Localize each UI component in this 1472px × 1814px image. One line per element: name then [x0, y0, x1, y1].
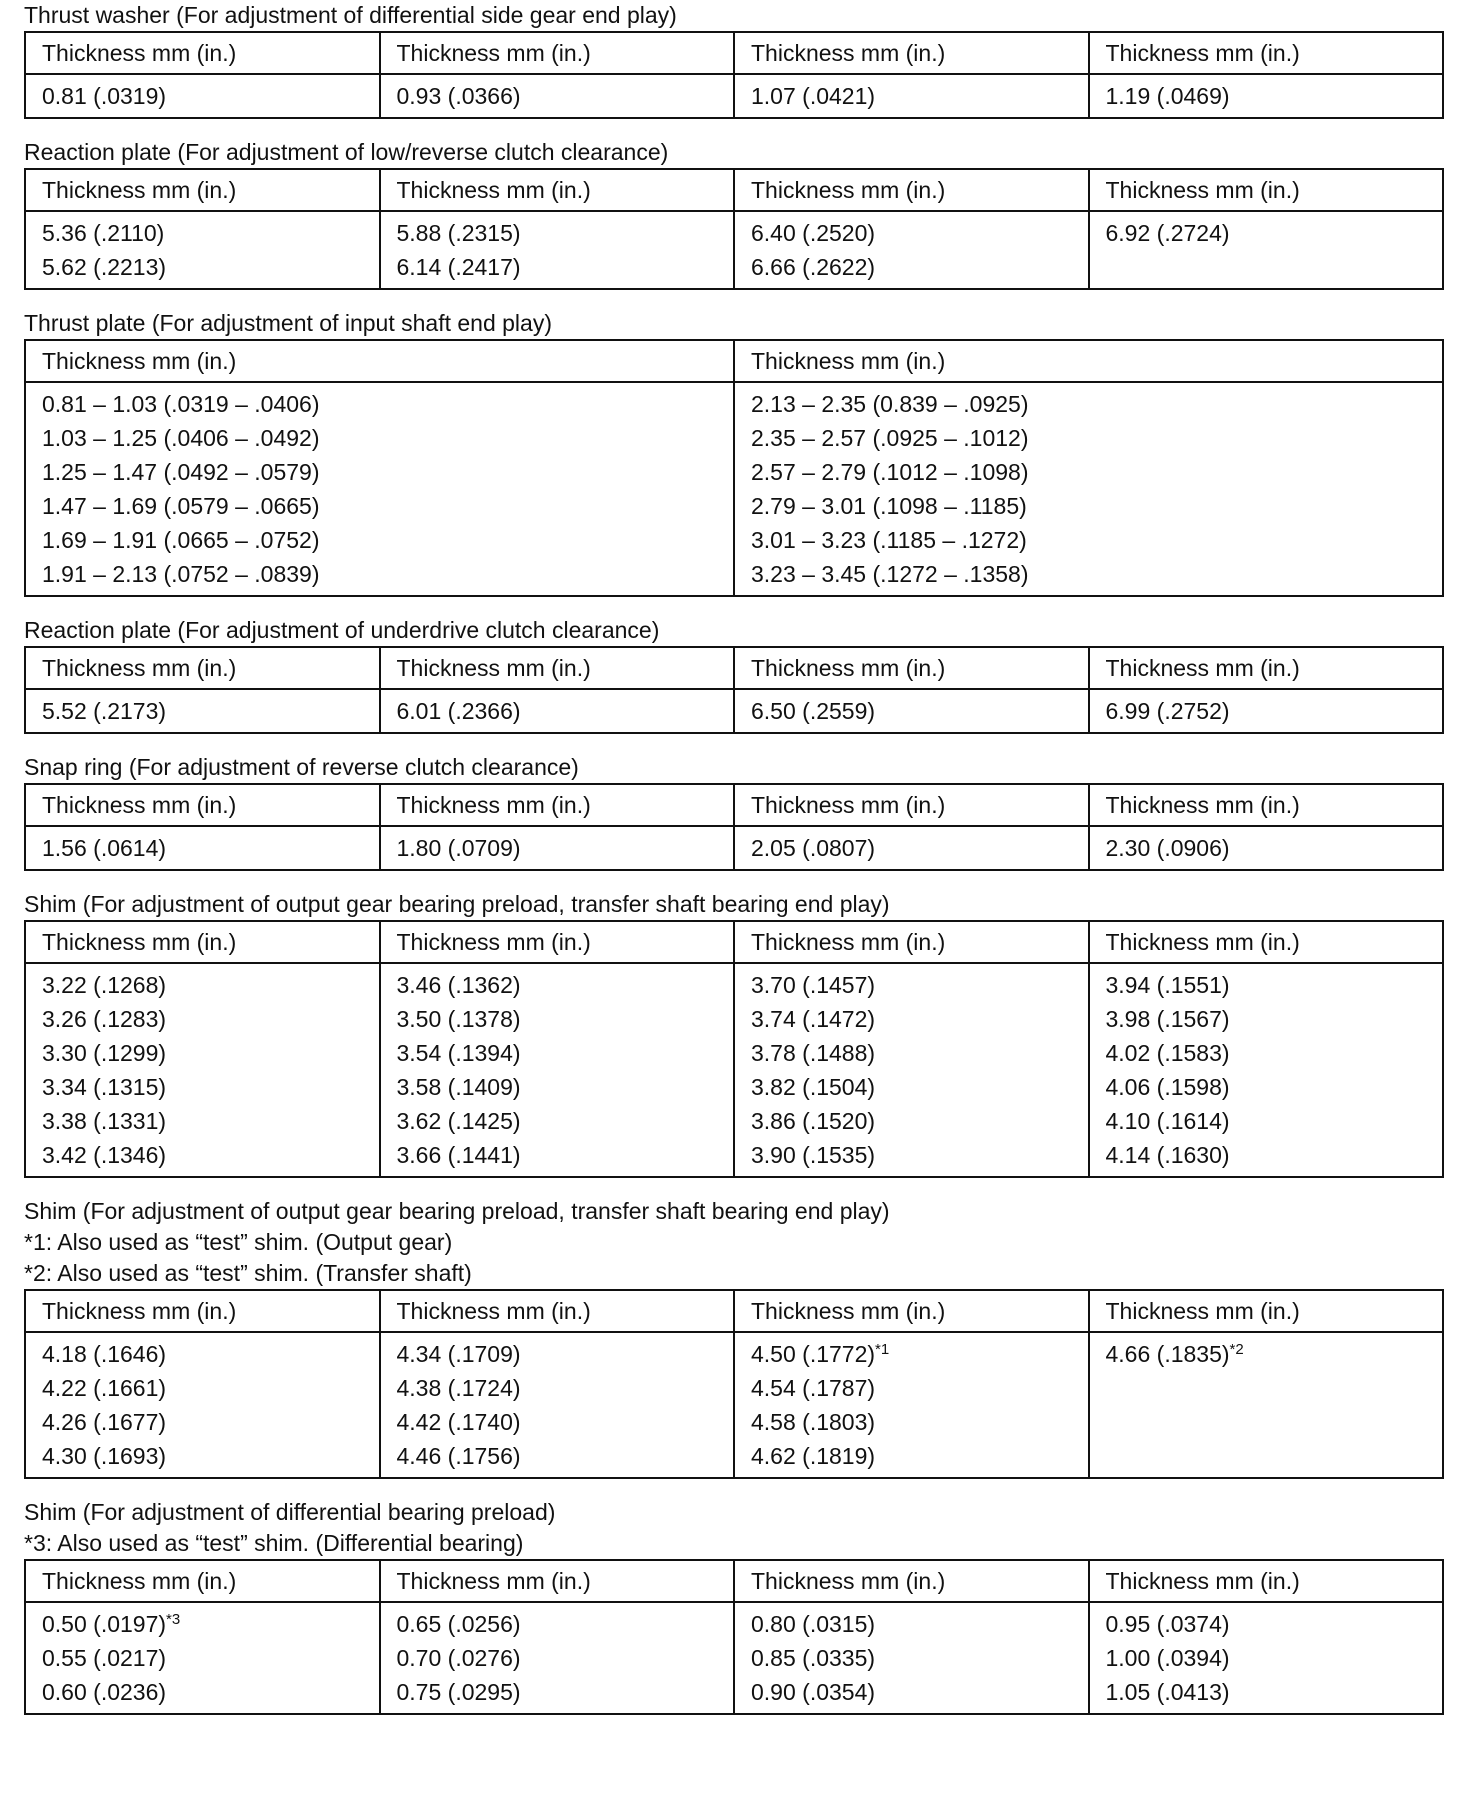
- table-cell: [1089, 1602, 1444, 1714]
- footnote: *3: Also used as “test” shim. (Differential bearing): [24, 1530, 524, 1556]
- section-title: Reaction plate (For adjustment of low/reverse clutch clearance): [24, 139, 669, 165]
- spec-section: [24, 0, 1444, 119]
- thickness-value: 6.99 (.2752): [1105, 698, 1230, 724]
- table-row: [25, 382, 1443, 596]
- thickness-value: 3.46 (.1362): [396, 972, 521, 998]
- thickness-value: 3.98 (.1567): [1105, 1006, 1230, 1032]
- spec-section: [24, 752, 1444, 871]
- thickness-value: 0.80 (.0315): [751, 1611, 876, 1637]
- thickness-value: 4.02 (.1583): [1105, 1040, 1230, 1066]
- thickness-value: 4.58 (.1803): [751, 1409, 876, 1435]
- thickness-value: 3.94 (.1551): [1105, 972, 1230, 998]
- column-header: Thickness mm (in.): [380, 647, 735, 689]
- thickness-value: 0.60 (.0236): [42, 1679, 167, 1705]
- section-title: Shim (For adjustment of differential bearing preload): [24, 1499, 556, 1525]
- thickness-value: 3.82 (.1504): [751, 1074, 876, 1100]
- thickness-value: 6.14 (.2417): [396, 254, 521, 280]
- table-row: [25, 689, 1443, 733]
- thickness-value: 2.13 – 2.35 (0.839 – .0925): [751, 391, 1029, 417]
- table-cell: [1089, 74, 1444, 118]
- spec-section: [24, 1497, 1444, 1715]
- header-row: [25, 1290, 1443, 1332]
- value-text: 0.50 (.0197): [42, 1611, 167, 1637]
- column-header: Thickness mm (in.): [1089, 169, 1444, 211]
- header-row: [25, 921, 1443, 963]
- spec-table: [24, 1559, 1444, 1715]
- thickness-value: 2.05 (.0807): [751, 835, 876, 861]
- thickness-value: 3.42 (.1346): [42, 1142, 167, 1168]
- thickness-value: [1106, 1337, 1443, 1371]
- thickness-value: 4.42 (.1740): [396, 1409, 521, 1435]
- thickness-value: 1.07 (.0421): [751, 83, 876, 109]
- header-row: [25, 784, 1443, 826]
- column-header: Thickness mm (in.): [734, 921, 1089, 963]
- thickness-value: 0.85 (.0335): [751, 1645, 876, 1671]
- table-row: [25, 211, 1443, 289]
- thickness-value: 0.65 (.0256): [396, 1611, 521, 1637]
- table-row: [25, 74, 1443, 118]
- table-cell: [380, 211, 735, 289]
- table-cell: [380, 963, 735, 1177]
- thickness-value: 1.91 – 2.13 (.0752 – .0839): [42, 561, 320, 587]
- thickness-value: 6.40 (.2520): [751, 220, 876, 246]
- column-header: Thickness mm (in.): [380, 921, 735, 963]
- column-header: Thickness mm (in.): [25, 169, 380, 211]
- thickness-value: 3.26 (.1283): [42, 1006, 167, 1032]
- table-cell: [1089, 826, 1444, 870]
- table-cell: [1089, 963, 1444, 1177]
- thickness-value: 4.62 (.1819): [751, 1443, 876, 1469]
- table-row: [25, 963, 1443, 1177]
- thickness-value: 3.74 (.1472): [751, 1006, 876, 1032]
- thickness-value: 0.81 – 1.03 (.0319 – .0406): [42, 391, 320, 417]
- spec-document: [24, 0, 1444, 1733]
- spec-table: [24, 783, 1444, 871]
- column-header: Thickness mm (in.): [734, 1290, 1089, 1332]
- thickness-value: 0.55 (.0217): [42, 1645, 167, 1671]
- thickness-value: 1.03 – 1.25 (.0406 – .0492): [42, 425, 320, 451]
- column-header: Thickness mm (in.): [1089, 784, 1444, 826]
- thickness-value: 3.22 (.1268): [42, 972, 167, 998]
- table-cell: [25, 689, 380, 733]
- thickness-value: 3.62 (.1425): [396, 1108, 521, 1134]
- thickness-value: 6.01 (.2366): [396, 698, 521, 724]
- thickness-value: 5.62 (.2213): [42, 254, 167, 280]
- column-header: Thickness mm (in.): [25, 1560, 380, 1602]
- table-cell: [1089, 689, 1444, 733]
- table-cell: [25, 1602, 380, 1714]
- thickness-value: 1.25 – 1.47 (.0492 – .0579): [42, 459, 320, 485]
- table-cell: [734, 963, 1089, 1177]
- section-title: Shim (For adjustment of output gear bearing preload, transfer shaft bearing end play): [24, 1198, 890, 1224]
- thickness-value: 3.34 (.1315): [42, 1074, 167, 1100]
- column-header: Thickness mm (in.): [380, 1290, 735, 1332]
- thickness-value: 6.92 (.2724): [1105, 220, 1230, 246]
- footnote-ref: *2: [1229, 1341, 1244, 1358]
- column-header: Thickness mm (in.): [734, 1560, 1089, 1602]
- thickness-value: 3.01 – 3.23 (.1185 – .1272): [751, 527, 1027, 553]
- thickness-value: 0.70 (.0276): [396, 1645, 521, 1671]
- thickness-value: 3.54 (.1394): [396, 1040, 521, 1066]
- table-row: [25, 1602, 1443, 1714]
- column-header: Thickness mm (in.): [1089, 32, 1444, 74]
- header-row: [25, 1560, 1443, 1602]
- footnote: *2: Also used as “test” shim. (Transfer shaft): [24, 1260, 472, 1286]
- table-cell: [25, 963, 380, 1177]
- thickness-value: 4.06 (.1598): [1105, 1074, 1230, 1100]
- thickness-value: [751, 1337, 1088, 1371]
- thickness-value: 2.57 – 2.79 (.1012 – .1098): [751, 459, 1029, 485]
- column-header: Thickness mm (in.): [25, 340, 734, 382]
- column-header: Thickness mm (in.): [734, 169, 1089, 211]
- spec-section: [24, 889, 1444, 1178]
- table-cell: [1089, 211, 1444, 289]
- spec-table: [24, 339, 1444, 597]
- thickness-value: 5.52 (.2173): [42, 698, 167, 724]
- section-title: Thrust washer (For adjustment of differential side gear end play): [24, 2, 677, 28]
- column-header: Thickness mm (in.): [734, 32, 1089, 74]
- spec-table: [24, 920, 1444, 1178]
- table-cell: [25, 826, 380, 870]
- thickness-value: 3.50 (.1378): [396, 1006, 521, 1032]
- column-header: Thickness mm (in.): [1089, 1560, 1444, 1602]
- spec-section: [24, 137, 1444, 290]
- section-title: Shim (For adjustment of output gear bearing preload, transfer shaft bearing end play): [24, 891, 890, 917]
- table-cell: [380, 1332, 735, 1478]
- thickness-value: 0.90 (.0354): [751, 1679, 876, 1705]
- footnote: *1: Also used as “test” shim. (Output gear): [24, 1229, 453, 1255]
- section-title: Thrust plate (For adjustment of input shaft end play): [24, 310, 552, 336]
- thickness-value: 3.58 (.1409): [396, 1074, 521, 1100]
- thickness-value: 1.47 – 1.69 (.0579 – .0665): [42, 493, 320, 519]
- thickness-value: 1.69 – 1.91 (.0665 – .0752): [42, 527, 320, 553]
- thickness-value: 4.18 (.1646): [42, 1341, 167, 1367]
- thickness-value: 3.70 (.1457): [751, 972, 876, 998]
- thickness-value: 1.80 (.0709): [396, 835, 521, 861]
- thickness-value: [42, 1607, 379, 1641]
- column-header: Thickness mm (in.): [380, 169, 735, 211]
- column-header: Thickness mm (in.): [1089, 647, 1444, 689]
- thickness-value: 3.90 (.1535): [751, 1142, 876, 1168]
- header-row: [25, 32, 1443, 74]
- column-header: Thickness mm (in.): [25, 1290, 380, 1332]
- thickness-value: 4.22 (.1661): [42, 1375, 167, 1401]
- column-header: Thickness mm (in.): [734, 647, 1089, 689]
- column-header: Thickness mm (in.): [25, 784, 380, 826]
- value-text: 4.50 (.1772): [751, 1341, 876, 1367]
- footnote-ref: *1: [875, 1341, 890, 1358]
- footnote-ref: *3: [166, 1611, 181, 1628]
- thickness-value: 1.05 (.0413): [1105, 1679, 1230, 1705]
- column-header: Thickness mm (in.): [25, 32, 380, 74]
- table-cell: [25, 74, 380, 118]
- section-title: Reaction plate (For adjustment of underdrive clutch clearance): [24, 617, 660, 643]
- table-cell: [734, 1602, 1089, 1714]
- thickness-value: 4.34 (.1709): [396, 1341, 521, 1367]
- column-header: Thickness mm (in.): [380, 784, 735, 826]
- column-header: Thickness mm (in.): [734, 340, 1443, 382]
- column-header: Thickness mm (in.): [380, 1560, 735, 1602]
- thickness-value: 4.30 (.1693): [42, 1443, 167, 1469]
- spec-table: [24, 31, 1444, 119]
- thickness-value: 3.38 (.1331): [42, 1108, 167, 1134]
- thickness-value: 1.00 (.0394): [1105, 1645, 1230, 1671]
- section-title: Snap ring (For adjustment of reverse clutch clearance): [24, 754, 579, 780]
- table-cell: [734, 211, 1089, 289]
- thickness-value: 1.19 (.0469): [1105, 83, 1230, 109]
- table-cell: [734, 74, 1089, 118]
- column-header: Thickness mm (in.): [734, 784, 1089, 826]
- header-row: [25, 340, 1443, 382]
- table-cell: [25, 1332, 380, 1478]
- table-cell: [380, 689, 735, 733]
- table-cell: [25, 382, 734, 596]
- thickness-value: 6.66 (.2622): [751, 254, 876, 280]
- table-cell: [734, 826, 1089, 870]
- thickness-value: 2.79 – 3.01 (.1098 – .1185): [751, 493, 1027, 519]
- thickness-value: 4.26 (.1677): [42, 1409, 167, 1435]
- thickness-value: 3.30 (.1299): [42, 1040, 167, 1066]
- table-cell: [734, 689, 1089, 733]
- thickness-value: 0.75 (.0295): [396, 1679, 521, 1705]
- column-header: Thickness mm (in.): [25, 647, 380, 689]
- thickness-value: 5.36 (.2110): [42, 220, 165, 246]
- table-cell: [734, 382, 1443, 596]
- column-header: Thickness mm (in.): [1089, 921, 1444, 963]
- header-row: [25, 647, 1443, 689]
- spec-section: [24, 308, 1444, 597]
- thickness-value: 0.93 (.0366): [396, 83, 521, 109]
- spec-section: [24, 615, 1444, 734]
- thickness-value: 3.66 (.1441): [396, 1142, 521, 1168]
- thickness-value: 3.78 (.1488): [751, 1040, 876, 1066]
- table-cell: [1089, 1332, 1444, 1478]
- thickness-value: 4.10 (.1614): [1105, 1108, 1230, 1134]
- value-text: 4.66 (.1835): [1105, 1341, 1230, 1367]
- thickness-value: 1.56 (.0614): [42, 835, 167, 861]
- table-cell: [25, 211, 380, 289]
- table-row: [25, 826, 1443, 870]
- column-header: Thickness mm (in.): [25, 921, 380, 963]
- spec-table: [24, 168, 1444, 290]
- thickness-value: 4.46 (.1756): [396, 1443, 521, 1469]
- spec-section: [24, 1196, 1444, 1479]
- thickness-value: 3.23 – 3.45 (.1272 – .1358): [751, 561, 1029, 587]
- spec-table: [24, 1289, 1444, 1479]
- thickness-value: 4.14 (.1630): [1105, 1142, 1230, 1168]
- thickness-value: 3.86 (.1520): [751, 1108, 876, 1134]
- spec-table: [24, 646, 1444, 734]
- thickness-value: 2.30 (.0906): [1105, 835, 1230, 861]
- thickness-value: 0.81 (.0319): [42, 83, 167, 109]
- table-cell: [380, 74, 735, 118]
- table-cell: [734, 1332, 1089, 1478]
- thickness-value: 6.50 (.2559): [751, 698, 876, 724]
- table-cell: [380, 1602, 735, 1714]
- thickness-value: 4.54 (.1787): [751, 1375, 876, 1401]
- column-header: Thickness mm (in.): [380, 32, 735, 74]
- table-row: [25, 1332, 1443, 1478]
- thickness-value: 5.88 (.2315): [396, 220, 521, 246]
- thickness-value: 0.95 (.0374): [1105, 1611, 1230, 1637]
- thickness-value: 2.35 – 2.57 (.0925 – .1012): [751, 425, 1029, 451]
- header-row: [25, 169, 1443, 211]
- table-cell: [380, 826, 735, 870]
- thickness-value: 4.38 (.1724): [396, 1375, 521, 1401]
- column-header: Thickness mm (in.): [1089, 1290, 1444, 1332]
